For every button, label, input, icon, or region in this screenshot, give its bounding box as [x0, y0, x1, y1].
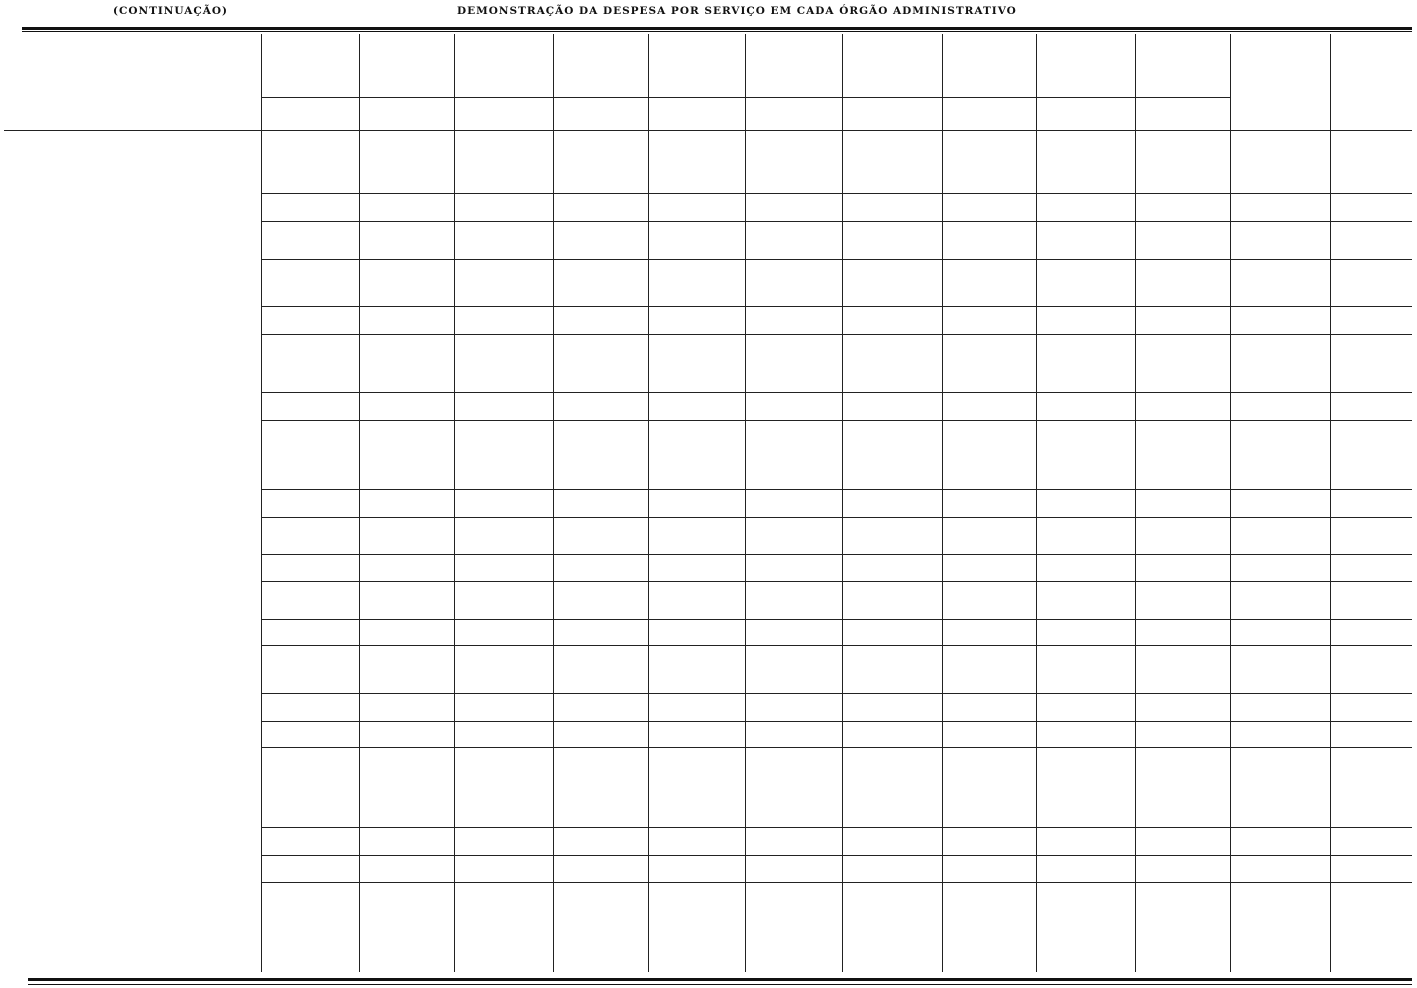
column-rule: [1036, 34, 1037, 972]
column-rule: [1230, 34, 1231, 972]
row-divider: [261, 747, 1412, 748]
column-rule: [648, 34, 649, 972]
column-rule: [942, 34, 943, 972]
row-divider: [261, 221, 1412, 222]
row-divider: [261, 693, 1412, 694]
row-divider: [261, 193, 1412, 194]
page-title: DEMONSTRAÇÃO DA DESPESA POR SERVIÇO EM CADA ÓRGÃO ADMINISTRATIVO: [457, 5, 1017, 17]
row-divider: [261, 420, 1412, 421]
bottom-rule: [28, 978, 1412, 981]
row-divider: [261, 259, 1412, 260]
column-rule: [842, 34, 843, 972]
row-divider: [261, 554, 1412, 555]
column-rule: [359, 34, 360, 972]
bottom-rule-2: [28, 984, 1412, 985]
row-divider: [261, 392, 1412, 393]
column-rule: [1330, 34, 1331, 972]
column-rule: [1135, 34, 1136, 972]
row-divider: [261, 827, 1412, 828]
column-rule: [745, 34, 746, 972]
header-divider: [4, 130, 1412, 131]
top-rule: [22, 27, 1412, 30]
row-divider: [261, 619, 1412, 620]
row-divider: [261, 489, 1412, 490]
row-divider: [261, 882, 1412, 883]
continuation-label: (CONTINUAÇÃO): [113, 5, 228, 17]
row-divider: [261, 517, 1412, 518]
row-divider: [261, 306, 1412, 307]
row-divider: [261, 721, 1412, 722]
column-rule: [553, 34, 554, 972]
row-divider: [261, 334, 1412, 335]
row-divider: [261, 581, 1412, 582]
row-divider: [261, 645, 1412, 646]
row-divider: [261, 855, 1412, 856]
top-rule-2: [22, 31, 1412, 32]
column-rule: [261, 34, 262, 972]
column-rule: [454, 34, 455, 972]
